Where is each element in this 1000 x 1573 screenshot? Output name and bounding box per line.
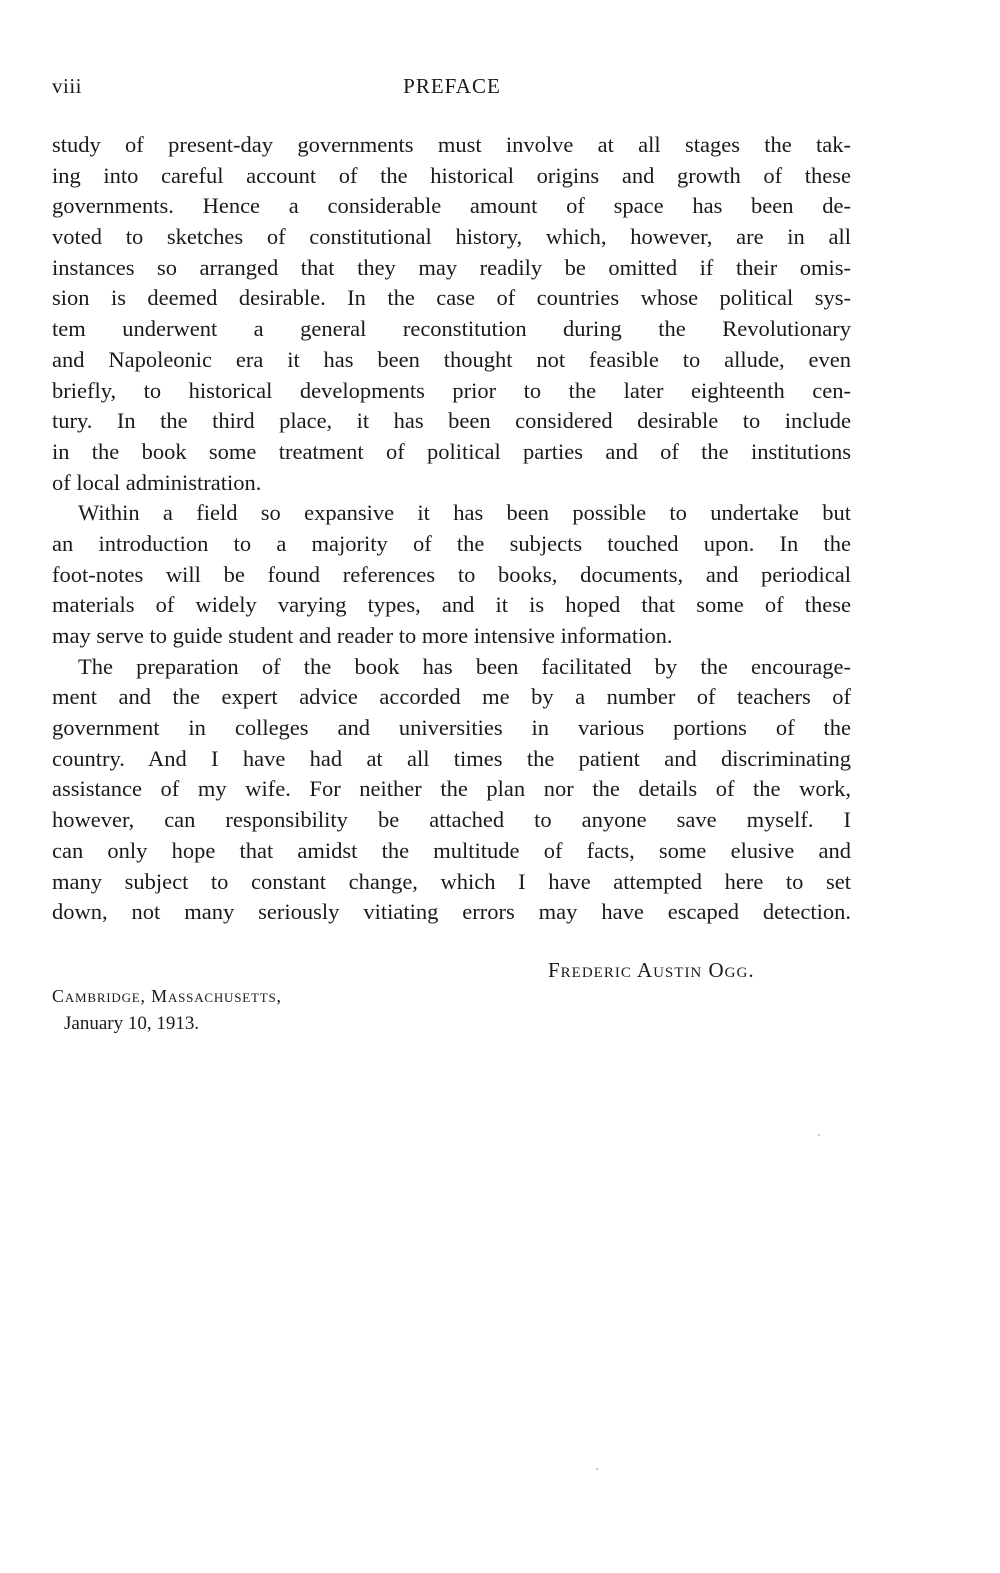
text-line: can only hope that amidst the multitude of facts, some elusive and xyxy=(52,837,851,863)
paragraph-1 xyxy=(52,130,851,498)
text-line: government in colleges and universities in various portions of the xyxy=(52,715,851,741)
author-signature: Frederic Austin Ogg. xyxy=(548,958,755,982)
text-line: The preparation of the book has been facilitated by the encourage- xyxy=(78,653,851,679)
text-line: governments. Hence a considerable amount of space has been de- xyxy=(52,193,851,219)
text-line: many subject to constant change, which I have attempted here to set xyxy=(52,868,851,894)
text-line: country. And I have had at all times the patient and discriminating xyxy=(52,745,851,771)
text-line: foot-notes will be found references to books, documents, and periodical xyxy=(52,561,851,587)
text-line: study of present-day governments must involve at all stages the tak- xyxy=(52,132,851,157)
text-line: materials of widely varying types, and it is hoped that some of these xyxy=(52,592,851,618)
text-line: voted to sketches of constitutional history, which, however, are in all xyxy=(52,224,851,250)
text-line: however, can responsibility be attached to anyone save myself. I xyxy=(52,807,851,833)
text-line: ing into careful account of the historical origins and growth of these xyxy=(52,162,851,188)
text-line: down, not many seriously vitiating errors may have escaped detection. xyxy=(52,899,851,925)
place-line: Cambridge, Massachusetts, xyxy=(52,986,282,1006)
text-line: tury. In the third place, it has been considered desirable to include xyxy=(52,408,851,434)
paper-speck xyxy=(818,1134,820,1136)
preface-body xyxy=(52,130,851,928)
text-line: may serve to guide student and reader to more intensive information. xyxy=(52,623,673,648)
text-line: Within a field so expansive it has been possible to undertake but xyxy=(78,500,851,526)
text-line: an introduction to a majority of the subjects touched upon. In the xyxy=(52,530,851,556)
date-line: January 10, 1913. xyxy=(64,1013,200,1034)
page-number: viii xyxy=(52,74,83,98)
running-title: PREFACE xyxy=(403,74,501,98)
text-line: and Napoleonic era it has been thought not feasible to allude, even xyxy=(52,346,851,372)
text-line: of local administration. xyxy=(52,469,262,495)
paragraph-3 xyxy=(52,652,851,928)
paper-speck xyxy=(596,1468,598,1470)
running-head xyxy=(52,74,852,106)
text-line: sion is deemed desirable. In the case of countries whose political sys- xyxy=(52,285,851,311)
text-line: briefly, to historical developments prior to the later eighteenth cen- xyxy=(52,377,851,403)
text-line: instances so arranged that they may readily be omitted if their omis- xyxy=(52,254,851,280)
text-line: tem underwent a general reconstitution during the Revolutionary xyxy=(52,316,851,342)
text-line: assistance of my wife. For neither the plan nor the details of the work, xyxy=(52,776,851,802)
text-line: in the book some treatment of political parties and of the institutions xyxy=(52,438,851,464)
text-line: ment and the expert advice accorded me by a number of teachers of xyxy=(52,684,851,710)
paragraph-2 xyxy=(52,498,851,651)
